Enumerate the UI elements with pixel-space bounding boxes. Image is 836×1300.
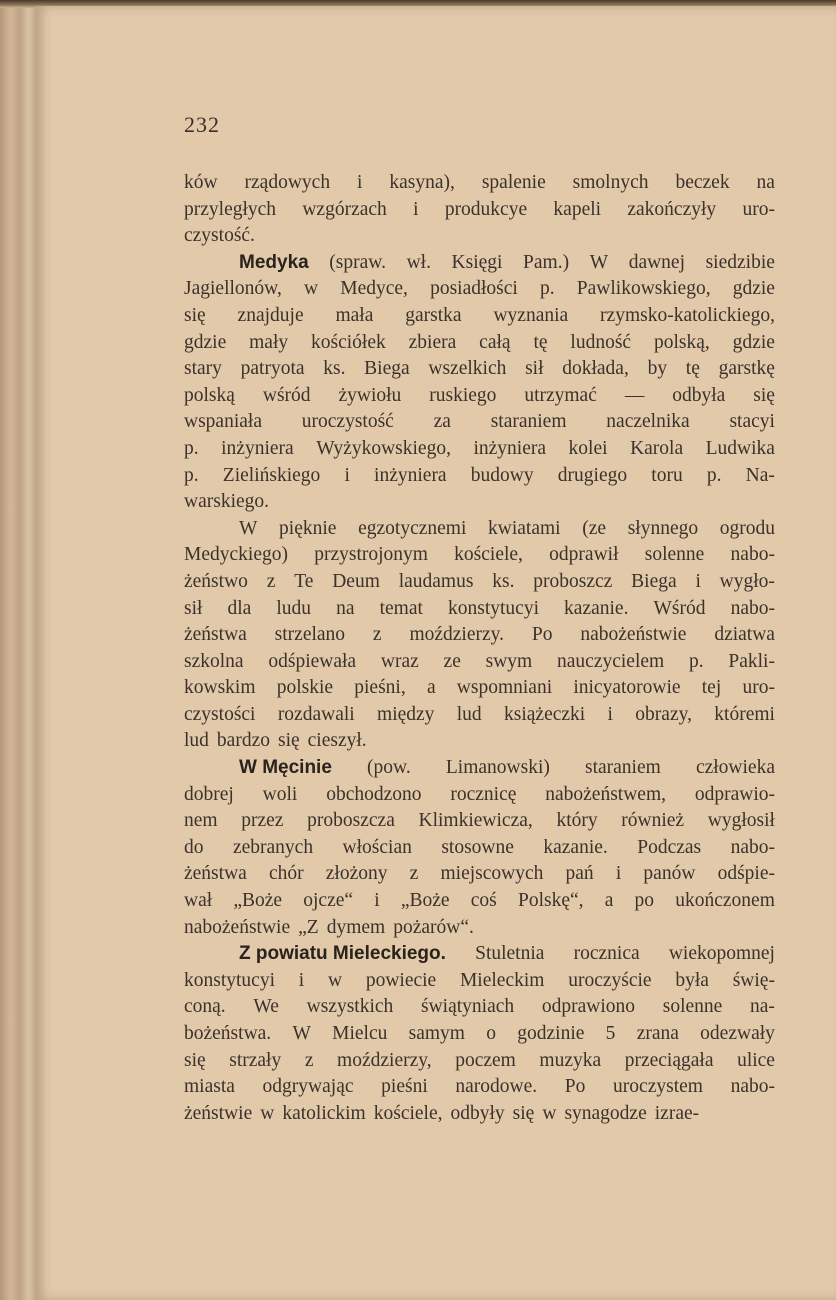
word: któremi xyxy=(714,703,775,725)
word: dla xyxy=(227,597,252,619)
word: i xyxy=(695,570,701,592)
word: odprawio- xyxy=(694,783,775,805)
text-line xyxy=(184,968,775,995)
word: uroczystość xyxy=(301,411,394,433)
word: kazanie. xyxy=(564,597,629,619)
word: dymem xyxy=(326,916,386,938)
word: konstytucyi xyxy=(447,597,539,619)
word: stacyi xyxy=(729,411,775,433)
word: wzgórzach xyxy=(302,198,387,220)
word: tej xyxy=(701,677,722,699)
word: „Z xyxy=(298,916,319,938)
text-line xyxy=(184,728,775,755)
text-line xyxy=(184,596,775,623)
word: nabożeństwie xyxy=(580,624,687,646)
word: i xyxy=(298,969,305,991)
word: Biega xyxy=(364,358,410,380)
word: stary xyxy=(184,358,222,380)
word: wygłosił xyxy=(707,810,775,832)
word: „Boże xyxy=(400,890,450,912)
word: toru xyxy=(651,464,683,486)
text-line xyxy=(184,276,775,303)
word: Polskę“, xyxy=(517,890,584,912)
word: gdzie xyxy=(184,331,227,353)
text-line xyxy=(184,463,775,490)
word: mały xyxy=(249,331,289,353)
section-heading: Medyka xyxy=(239,251,309,273)
word: synagodze xyxy=(564,1102,647,1124)
word: dawnej xyxy=(628,251,685,273)
word: polską, xyxy=(653,331,710,353)
text-line xyxy=(184,1074,775,1101)
word: Na- xyxy=(745,464,775,486)
word: cieszył. xyxy=(307,730,367,752)
text-line xyxy=(184,383,775,410)
word: „Boże xyxy=(233,890,283,912)
word: nabo- xyxy=(730,597,775,619)
word: izrae- xyxy=(654,1102,700,1124)
word: z xyxy=(372,624,382,646)
word: woli xyxy=(262,783,298,805)
text-line xyxy=(184,409,775,436)
text-line xyxy=(184,542,775,569)
word: sił xyxy=(184,597,203,619)
word: słynnego xyxy=(627,517,699,539)
word: spalenie xyxy=(481,172,546,193)
word: który xyxy=(556,810,598,832)
word: na xyxy=(336,597,355,619)
text-line xyxy=(184,915,775,942)
word: proboszcz xyxy=(533,570,613,592)
word: ukończonem xyxy=(675,890,775,912)
word: dobrej xyxy=(184,783,234,805)
word: by xyxy=(647,358,668,380)
word: tę xyxy=(685,358,700,380)
word: ków xyxy=(184,172,218,193)
word: przystrojonym xyxy=(314,544,428,566)
word: (pow. xyxy=(367,757,411,779)
text-line xyxy=(184,941,775,968)
word: ze xyxy=(443,650,461,672)
word: kazanie. xyxy=(543,836,608,858)
text-line xyxy=(184,436,775,463)
word: ludu xyxy=(276,597,312,619)
word: polskie xyxy=(276,677,334,699)
word: odśpie- xyxy=(717,863,775,885)
word: siedzibie xyxy=(705,251,775,273)
word: pieśni, xyxy=(354,677,406,699)
word: bożeństwa. xyxy=(184,1023,272,1044)
word: złożony xyxy=(325,863,388,885)
word: ogrodu xyxy=(719,517,775,539)
word: p. xyxy=(706,464,722,486)
word: wszystkich xyxy=(306,996,394,1018)
word: lud xyxy=(184,730,209,752)
text-line xyxy=(184,675,775,702)
text-line xyxy=(184,303,775,330)
word: garstka xyxy=(405,304,462,326)
word: włościan xyxy=(342,836,412,858)
word: beczek xyxy=(675,172,730,193)
word: strzały xyxy=(229,1049,282,1071)
word: Karola xyxy=(630,437,684,459)
word: w xyxy=(542,1102,557,1124)
word: żeństwie xyxy=(184,1102,253,1124)
word: proboszcza xyxy=(307,810,395,832)
text-line xyxy=(184,569,775,596)
word: Te xyxy=(294,570,314,592)
text-line xyxy=(184,1021,775,1048)
word: chór xyxy=(268,863,304,885)
word: zakończyły xyxy=(627,198,717,220)
word: w xyxy=(327,969,343,991)
section-heading: Z powiatu Mieleckiego. xyxy=(239,943,446,965)
word: inżyniera xyxy=(374,464,447,486)
word: godzinie xyxy=(517,1023,585,1044)
word: człowieka xyxy=(695,757,775,779)
word: utrzymać xyxy=(524,384,597,406)
word: produkcye xyxy=(444,198,528,220)
word: rządowych xyxy=(244,172,331,193)
word: drugiego xyxy=(557,464,628,486)
word: muzyka xyxy=(539,1049,602,1071)
word: żeństwa xyxy=(184,863,247,885)
word: miejscowych xyxy=(440,863,544,885)
word: patryota xyxy=(240,358,305,380)
word: ruskiego xyxy=(429,384,497,406)
word: ojcze“ xyxy=(303,890,354,912)
word: temat xyxy=(379,597,423,619)
word: inżyniera xyxy=(221,437,294,459)
word: przez xyxy=(241,810,284,832)
text-line xyxy=(184,516,775,543)
word: i xyxy=(607,703,613,725)
word: posiadłości xyxy=(430,278,518,300)
word: Medyckiego) xyxy=(184,544,288,566)
word: nabo- xyxy=(730,836,775,858)
text-line xyxy=(184,356,775,383)
book-gutter xyxy=(0,0,36,1300)
word: uro- xyxy=(742,198,775,220)
word: p. xyxy=(184,464,199,486)
word: gdzie xyxy=(732,331,775,353)
word: odśpiewała xyxy=(268,650,357,672)
word: kasyna), xyxy=(389,172,455,193)
word: Po xyxy=(564,1076,586,1098)
word: kapeli xyxy=(553,198,602,220)
word: Pawlikowskiego, xyxy=(576,278,711,300)
word: samym xyxy=(408,1023,465,1044)
word: z xyxy=(409,863,419,885)
word: miasta xyxy=(184,1076,235,1098)
word: Podczas xyxy=(637,836,702,858)
word: moździerzy. xyxy=(409,624,504,646)
word: dokłada, xyxy=(562,358,629,380)
text-line xyxy=(184,197,775,224)
word: książeczki xyxy=(504,703,586,725)
text-line xyxy=(184,1101,775,1128)
text-line xyxy=(184,702,775,729)
word: świątyniach xyxy=(421,996,515,1018)
word: uroczystem xyxy=(613,1076,703,1098)
word: Pam.) xyxy=(523,251,570,273)
text-line xyxy=(184,170,775,197)
page-text xyxy=(184,170,775,1127)
word: 5 xyxy=(605,1023,616,1044)
word: kościele, xyxy=(454,544,523,566)
word: sił xyxy=(525,358,544,380)
text-line xyxy=(184,622,775,649)
word: lud xyxy=(456,703,482,725)
word: — xyxy=(624,384,645,406)
word: solenne xyxy=(662,996,723,1018)
word: Mielcu xyxy=(332,1023,388,1044)
word: wszelkich xyxy=(428,358,507,380)
word: zbiera xyxy=(408,331,457,353)
word: po xyxy=(634,890,655,912)
word: polską xyxy=(184,384,235,406)
word: uro- xyxy=(742,677,775,699)
word: i xyxy=(357,172,363,193)
word: rocznicę xyxy=(450,783,517,805)
word: kościele, xyxy=(373,1102,443,1124)
word: również xyxy=(621,810,685,832)
word: z xyxy=(304,1049,314,1071)
word: wśród xyxy=(262,384,311,406)
text-line xyxy=(184,782,775,809)
word: nabo- xyxy=(730,544,775,566)
word: Zielińskiego xyxy=(222,464,321,486)
word: odbyły xyxy=(450,1102,505,1124)
word: wyznania xyxy=(493,304,569,326)
text-line xyxy=(184,755,775,782)
word: wspomniani xyxy=(456,677,553,699)
word: staraniem xyxy=(490,411,567,433)
word: znajduje xyxy=(237,304,304,326)
text-line xyxy=(184,835,775,862)
word: mała xyxy=(335,304,374,326)
word: bardzo xyxy=(216,730,270,752)
word: z xyxy=(266,570,276,592)
word: i xyxy=(615,863,622,885)
word: ulice xyxy=(737,1049,775,1071)
word: rocznica xyxy=(573,943,640,965)
word: pożarów“. xyxy=(393,916,474,938)
text-line xyxy=(184,250,775,277)
word: czystość. xyxy=(184,225,255,247)
word: rozdawali xyxy=(277,703,355,725)
word: o xyxy=(486,1023,496,1044)
word: moździerzy, xyxy=(337,1049,432,1071)
word: rzymsko-katolickiego, xyxy=(600,304,775,326)
text-line xyxy=(184,489,775,516)
word: Medyce, xyxy=(340,278,408,300)
word: swym xyxy=(485,650,533,672)
word: czystości xyxy=(184,703,256,725)
word: nauczycielem xyxy=(557,650,665,672)
word: wygło- xyxy=(719,570,775,592)
text-line xyxy=(184,994,775,1021)
word: staraniem xyxy=(585,757,661,779)
word: Księgi xyxy=(451,251,503,273)
word: się xyxy=(184,1049,206,1071)
word: (spraw. xyxy=(329,251,386,273)
word: nabożeństwie xyxy=(184,916,291,938)
text-line xyxy=(184,1048,775,1075)
word: świę- xyxy=(732,969,775,991)
word: panów xyxy=(643,863,696,885)
word: narodowe. xyxy=(455,1076,538,1098)
section-heading: W Męcinie xyxy=(239,757,332,779)
word: Limanowski) xyxy=(445,757,550,779)
word: Deum xyxy=(332,570,380,592)
word: nabo- xyxy=(730,1076,775,1098)
word: gdzie xyxy=(732,278,775,300)
word: Po xyxy=(531,624,553,646)
word: obchodzono xyxy=(326,783,422,805)
word: zrana xyxy=(636,1023,679,1044)
word: przyległych xyxy=(184,198,277,220)
text-line xyxy=(184,223,775,250)
word: coną. xyxy=(184,996,226,1018)
word: i xyxy=(344,464,350,486)
word: Jagiellonów, xyxy=(184,278,282,300)
word: dziatwa xyxy=(714,624,775,646)
word: konstytucyi xyxy=(184,969,275,991)
word: laudamus xyxy=(398,570,474,592)
word: p. xyxy=(540,278,555,300)
word: żywiołu xyxy=(338,384,402,406)
word: żeństwa xyxy=(184,624,247,646)
word: stosowne xyxy=(441,836,514,858)
word: pieśni xyxy=(381,1076,428,1098)
word: inicyatorowie xyxy=(573,677,681,699)
text-line xyxy=(184,330,775,357)
word: warskiego. xyxy=(184,491,270,513)
word: solenne xyxy=(644,544,705,566)
word: na xyxy=(756,172,775,193)
word: przeciągała xyxy=(624,1049,714,1071)
word: a xyxy=(604,890,614,912)
word: Stuletnia xyxy=(475,943,545,965)
word: naczelnika xyxy=(606,411,690,433)
word: wspaniała xyxy=(184,411,262,433)
word: nem xyxy=(184,810,218,832)
word: kościółek xyxy=(311,331,386,353)
word: i xyxy=(374,890,380,912)
text-line xyxy=(184,888,775,915)
word: kolei xyxy=(568,437,608,459)
word: W xyxy=(239,517,258,539)
word: Wśród xyxy=(653,597,706,619)
word: ks. xyxy=(323,358,346,380)
word: szkolna xyxy=(184,650,244,672)
word: ludność xyxy=(570,331,632,353)
word: wł. xyxy=(406,251,431,273)
word: obrazy, xyxy=(635,703,692,725)
word: Klimkiewicza, xyxy=(418,810,533,832)
word: kowskim xyxy=(184,677,256,699)
word: wraz xyxy=(380,650,419,672)
word: się xyxy=(753,384,775,406)
word: tę xyxy=(533,331,548,353)
word: We xyxy=(253,996,279,1018)
word: Biega xyxy=(631,570,677,592)
word: Mieleckim xyxy=(459,969,545,991)
word: inżyniera xyxy=(473,437,547,459)
word: odbyła xyxy=(672,384,726,406)
word: ks. xyxy=(492,570,515,592)
word: Wyżykowskiego, xyxy=(316,437,451,459)
word: pięknie xyxy=(279,517,337,539)
word: a xyxy=(426,677,436,699)
word: (ze xyxy=(582,517,607,539)
word: się xyxy=(184,304,206,326)
word: odprawiono xyxy=(541,996,636,1018)
word: budowy xyxy=(470,464,534,486)
word: się xyxy=(277,730,300,752)
word: coś xyxy=(470,890,497,912)
word: odprawił xyxy=(549,544,619,566)
text-line xyxy=(184,808,775,835)
word: uroczyście xyxy=(568,969,652,991)
word: wiekopomnej xyxy=(668,943,775,965)
word: żeństwo xyxy=(184,570,248,592)
word: do xyxy=(184,836,204,858)
word: na- xyxy=(750,996,775,1018)
page-number: 232 xyxy=(184,112,220,137)
word: W xyxy=(589,251,609,273)
word: p. xyxy=(184,437,199,459)
word: W xyxy=(292,1023,311,1044)
word: strzelano xyxy=(274,624,346,646)
word: w xyxy=(260,1102,275,1124)
word: między xyxy=(377,703,435,725)
word: całą xyxy=(479,331,511,353)
word: garstkę xyxy=(718,358,775,380)
text-line xyxy=(184,649,775,676)
word: nabożeństwem, xyxy=(545,783,666,805)
text-line xyxy=(184,861,775,888)
word: powiecie xyxy=(365,969,437,991)
word: p. xyxy=(688,650,704,672)
word: była xyxy=(675,969,709,991)
word: odezwały xyxy=(700,1023,775,1044)
word: egzotycznemi xyxy=(358,517,467,539)
word: kwiatami xyxy=(488,517,561,539)
word: katolickim xyxy=(282,1102,366,1124)
word: odgrywając xyxy=(262,1076,354,1098)
word: się xyxy=(512,1102,535,1124)
word: smolnych xyxy=(572,172,649,193)
word: za xyxy=(433,411,451,433)
word: Ludwika xyxy=(705,437,775,459)
word: w xyxy=(304,278,319,300)
word: pań xyxy=(565,863,594,885)
word: i xyxy=(413,198,419,220)
word: Pakli- xyxy=(728,650,775,672)
word: poczem xyxy=(455,1049,516,1071)
word: wał xyxy=(184,890,213,912)
word: zebranych xyxy=(232,836,314,858)
